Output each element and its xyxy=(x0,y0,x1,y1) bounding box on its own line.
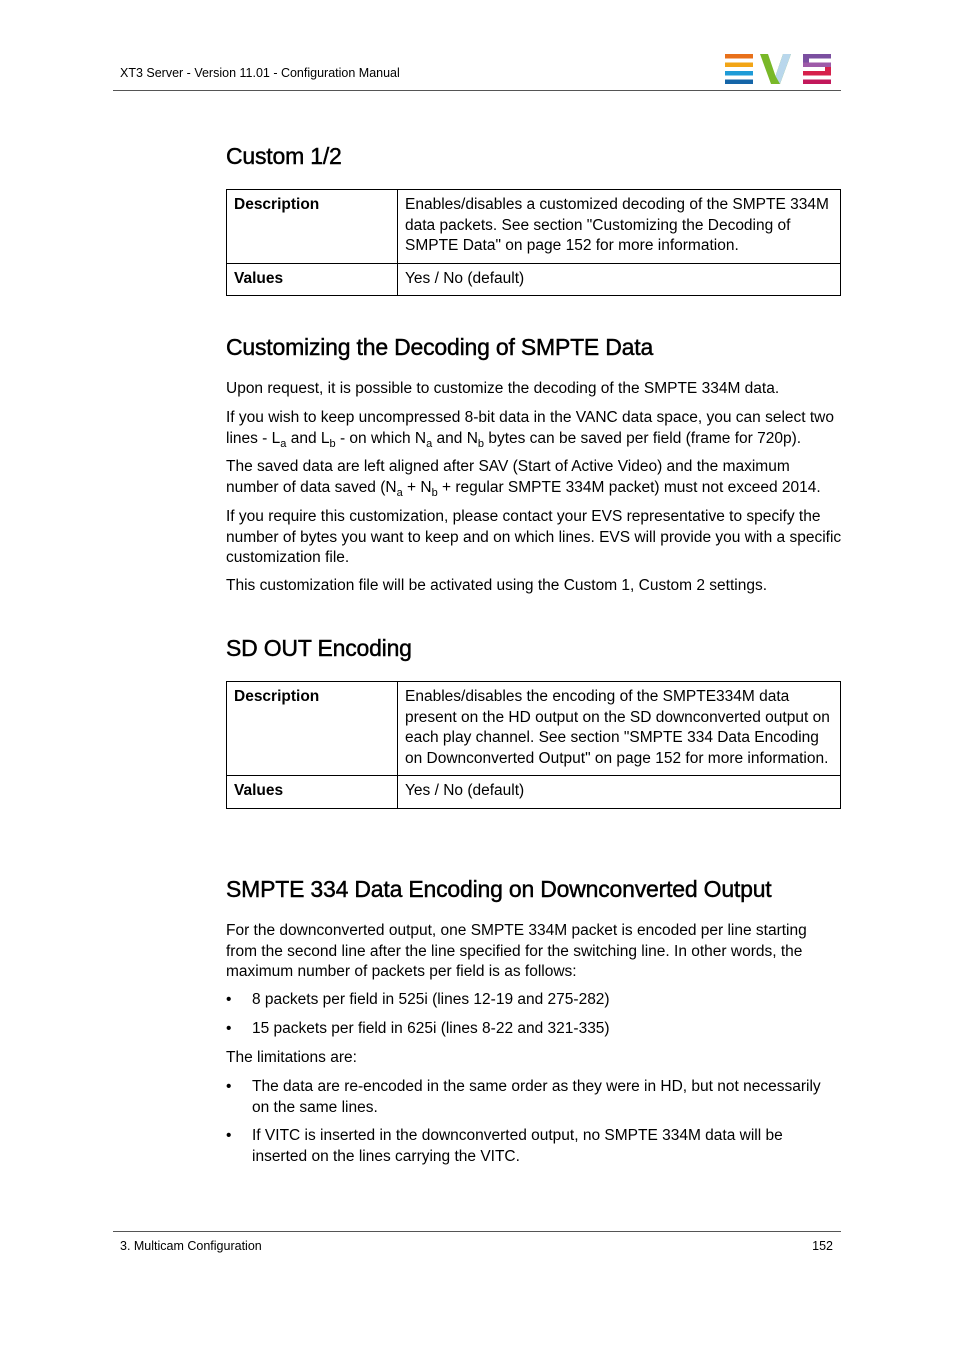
heading-customizing-decoding: Customizing the Decoding of SMPTE Data xyxy=(226,334,654,360)
paragraph: This customization file will be activated using the Custom 1, Custom 2 settings. xyxy=(226,577,768,594)
table-key: Values xyxy=(227,263,398,296)
custom-table xyxy=(226,189,841,296)
header-title: XT3 Server - Version 11.01 - Configuration Manual xyxy=(120,66,400,80)
bullet-symbol: • xyxy=(226,1127,232,1144)
table-key: Description xyxy=(227,682,398,776)
bullet-symbol: • xyxy=(226,1020,232,1037)
bullet-symbol: • xyxy=(226,1078,232,1095)
table-value: Yes / No (default) xyxy=(398,776,841,809)
table-value: Enables/disables a customized decoding of the SMPTE 334M data packets. See section "Customizing the Decoding of SMPTE Data" on page 152 for more information. xyxy=(398,190,841,264)
footer-chapter: 3. Multicam Configuration xyxy=(120,1239,262,1253)
table-row xyxy=(227,682,841,776)
paragraph: Upon request, it is possible to customize the decoding of the SMPTE 334M data. xyxy=(226,380,780,397)
table-key: Description xyxy=(227,190,398,264)
paragraph: For the downconverted output, one SMPTE 334M packet is encoded per line starting from the second line after the line specified for the switching line. In other words, the maximum number of packets per field is as follows: xyxy=(226,922,807,980)
page-footer xyxy=(113,1231,841,1253)
page-header xyxy=(113,52,841,91)
table-value: Enables/disables the encoding of the SMPTE334M data present on the HD output on the SD downconverted output on each play channel. See section "SMPTE 334 Data Encoding on Downconverted Output" on page 152 for more information. xyxy=(398,682,841,776)
page-number: 152 xyxy=(812,1239,833,1253)
heading-sd-out-encoding: SD OUT Encoding xyxy=(226,635,412,661)
table-row xyxy=(227,776,841,809)
table-value: Yes / No (default) xyxy=(398,263,841,296)
sdout-table xyxy=(226,681,841,809)
paragraph: The saved data are left aligned after SAV (Start of Active Video) and the maximum number of data saved ($N_a + N_b$ + regular SMPTE 334M packet) must not exceed 2014. xyxy=(226,458,821,499)
paragraph: The limitations are: xyxy=(226,1049,357,1066)
table-row xyxy=(227,263,841,296)
heading-smpte-encoding: SMPTE 334 Data Encoding on Downconverted Output xyxy=(226,876,772,902)
heading-custom: Custom 1/2 xyxy=(226,143,342,169)
table-row xyxy=(227,190,841,264)
bullet-symbol: • xyxy=(226,991,232,1008)
paragraph: If you wish to keep uncompressed 8-bit data in the VANC data space, you can select two lines - $L_a$ and $L_b$ - on which $N_a$ and $N_b$ bytes can be saved per field (frame for 720p). xyxy=(226,409,834,450)
table-key: Values xyxy=(227,776,398,809)
paragraph: If you require this customization, please contact your EVS representative to specify the number of bytes you want to keep and on which lines. EVS will provide you with a specific customization file. xyxy=(226,508,842,566)
evs-logo xyxy=(725,54,833,84)
